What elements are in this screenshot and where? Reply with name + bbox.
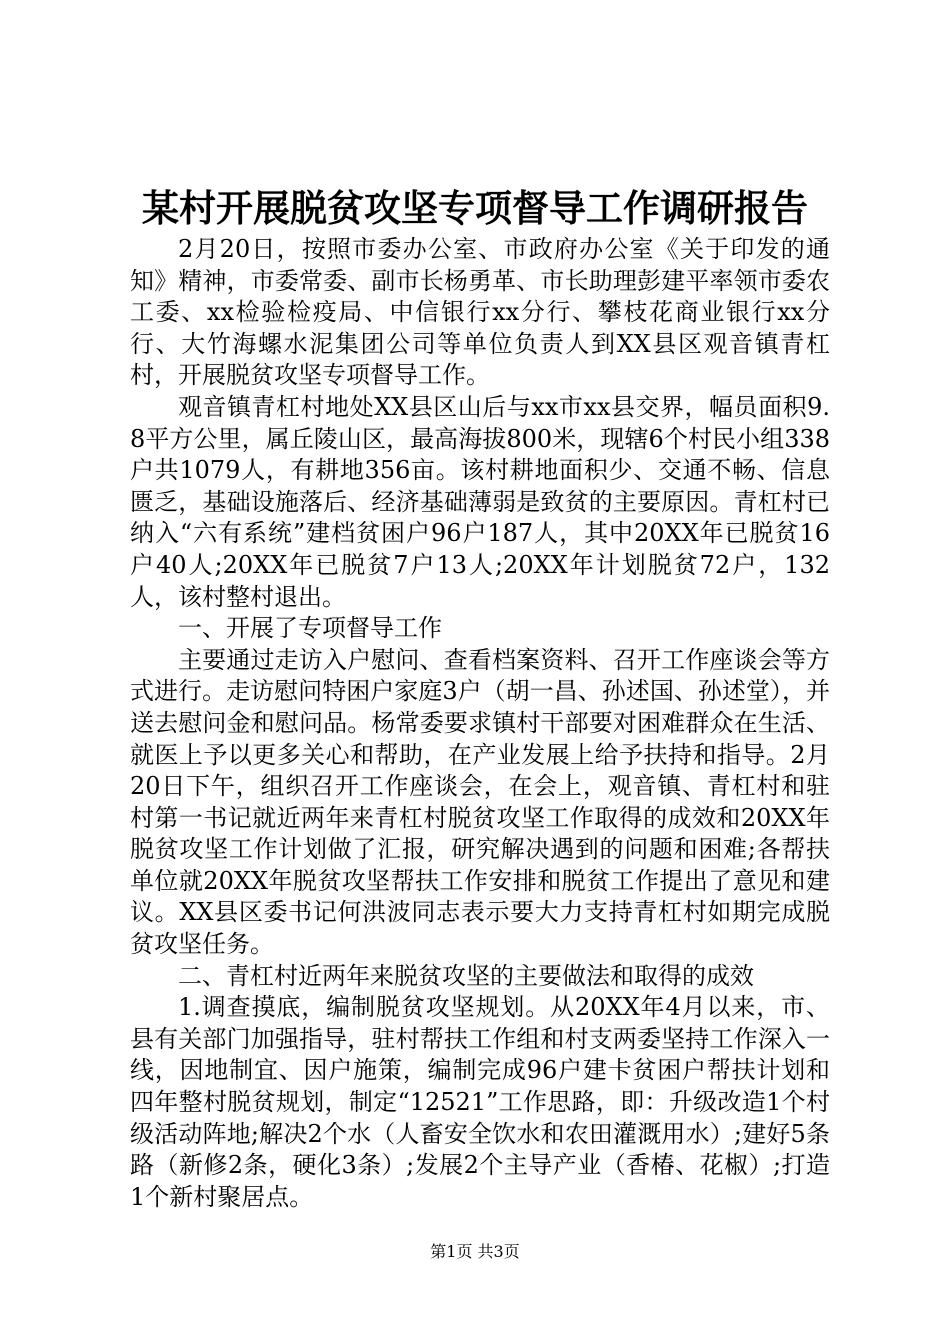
document-title: 某村开展脱贫攻坚专项督导工作调研报告 (142, 186, 808, 230)
page-number-footer: 第1页 共3页 (430, 1242, 520, 1261)
paragraph-village-overview: 观音镇青杠村地处XX县区山后与xx市xx县交界，幅员面积9.8平方公里，属丘陵山区，最高海拔800米，现辖6个村民小组338户共1079人，有耕地356亩。该村耕地面积少、交通不畅、信息匮乏，基础设施落后、经济基础薄弱是致贫的主要原因。青杠村已纳入“六有系统”建档贫困户96户187人，其中20XX年已脱贫16户40人;20XX年已脱贫7户13人;20XX年计划脱贫72户，132人，该村整村退出。 (130, 392, 830, 611)
paragraph-survey-planning: 1.调查摸底，编制脱贫攻坚规划。从20XX年4月以来，市、县有关部门加强指导，驻村帮扶工作组和村支两委坚持工作深入一线，因地制宜、因户施策，编制完成96户建卡贫困户帮扶计划和四年整村脱贫规划，制定“12521”工作思路，即：升级改造1个村级活动阵地;解决2个水（人畜安全饮水和农田灌溉用水）;建好5条路（新修2条，硬化3条）;发展2个主导产业（香椿、花椒）;打造1个新村聚居点。 (130, 993, 830, 1211)
section-heading-1: 一、开展了专项督导工作 (178, 614, 442, 643)
section-heading-2: 二、青杠村近两年来脱贫攻坚的主要做法和取得的成效 (178, 961, 754, 990)
paragraph-supervision-work: 主要通过走访入户慰问、查看档案资料、召开工作座谈会等方式进行。走访慰问特困户家庭3户（胡一昌、孙述国、孙述堂），并送去慰问金和慰问品。杨常委要求镇村干部要对困难群众在生活、就医上予以更多关心和帮助，在产业发展上给予扶持和指导。2月20日下午，组织召开工作座谈会，在会上，观音镇、青杠村和驻村第一书记就近两年来青杠村脱贫攻坚工作取得的成效和20XX年脱贫攻坚工作计划做了汇报，研究解决遇到的问题和困难;各帮扶单位就20XX年脱贫攻坚帮扶工作安排和脱贫工作提出了意见和建议。XX县区委书记何洪波同志表示要大力支持青杠村如期完成脱贫攻坚任务。 (130, 645, 830, 959)
paragraph-intro: 2月20日，按照市委办公室、市政府办公室《关于印发的通知》精神，市委常委、副市长杨勇革、市长助理彭建平率领市委农工委、xx检验检疫局、中信银行xx分行、攀枝花商业银行xx分行、大竹海螺水泥集团公司等单位负责人到XX县区观音镇青杠村，开展脱贫攻坚专项督导工作。 (130, 235, 830, 390)
document-body (130, 234, 830, 1213)
